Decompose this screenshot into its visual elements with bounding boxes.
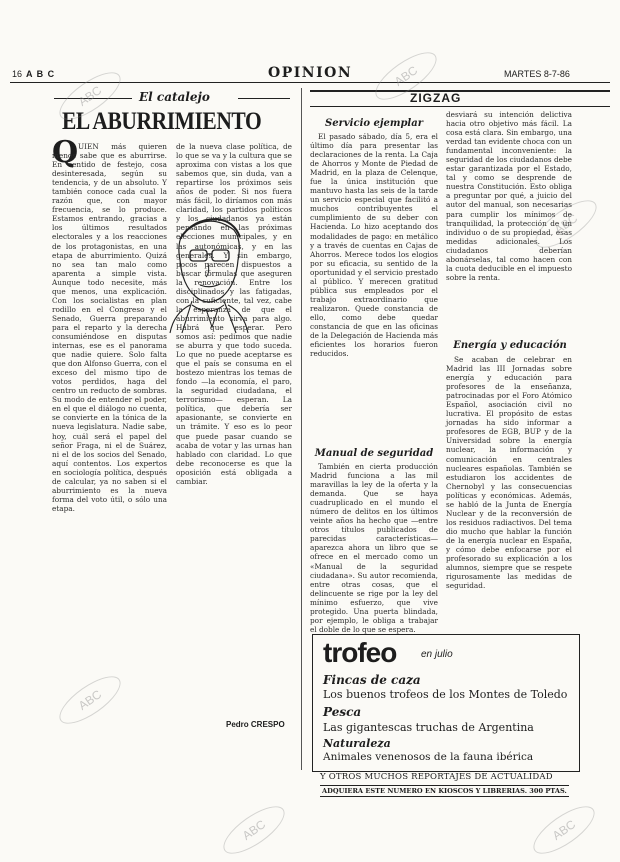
publication-name: A B C [26, 69, 56, 79]
author-signature: Pedro CRESPO [226, 720, 285, 729]
article-body-1: UIEN más quieren menos sabe que es aburrirse. En sentido de festejo, cosa desinteresada, según su tendencia, y de un absoluto. Y también conoce cada cual la razón que, con mayor frecuencia, se lo produce. Estamos entrando, gracias a los últimos resultados electorales y a los reacciones de los protagonistas, en una etapa de aburrimiento. Quizá no sea tan malo como aparenta a simple vista. Aunque todo necesite, más que menos, una explicación. Con los socialistas en plan rodillo en el Congreso y el Senado, Guerra preparando para el reparto y la derecha consumiéndose en disputas internas, ese es el panorama que nadie quiere. Solo falta que don Alfonso Guerra, con el exceso del mismo tipo de votos perdidos, haga del centro un reducto de sombras. Su modo de entender el poder, en el que el diálogo no cuenta, se convierte en la tónica de la nueva legislatura. Nadie sabe, hoy, cuál será el papel del señor Fraga, ni el de Suárez, ni el de los socios del Senado, aquí contentos. Los expertos en sociología política, después de calcular, ya no saben si el aburrimiento es la nueva forma del voto útil, o sólo una etapa. [52, 142, 167, 513]
article-body-2: de la nueva clase política, de lo que se va y la cultura que se aproxima con vistas a los que sabemos que, sin duda, van a repartirse los próximos seis años de poder. Si nos fuera más fácil, lo diríamos con más claridad, los partidos políticos y los ciudadanos ya están pensando en las próximas elecciones municipales, y en las autonómicas, y en las generales. Y sin embargo, pocos parecen dispuestos a buscar fórmulas que aseguren la renovación. Entre los disciplinados y las fatigadas, con la suficiente, tal vez, cabe la esperanza de que el aburrimiento sirva para algo. Habrá que esperar. Pero somos así: pedimos que nadie se aburra y que todo suceda. Lo que no puede aceptarse es que el país se consuma en el bostezo mientras los temas de fondo —la economía, el paro, la seguridad ciudadana, el terrorismo— esperan. La política, que debería ser apasionante, se convierte en un trámite. Y eso es lo peor que puede pasar cuando se acaba de votar y las urnas han hablado con claridad. Lo que debe reconocerse es que la oposición está obligada a cambiar. [176, 142, 292, 486]
ad-text-fincas: Los buenos trofeos de los Montes de Toledo [323, 688, 568, 701]
article-energia: Se acaban de celebrar en Madrid las III Jornadas sobre energía y educación para profesores de la enseñanza, patrocinadas por el Foro Atómico Español, asociación civil no lucrativa. El propósito de estas jornadas ha sido informar a profesores de EGB, BUP y de la Universidad sobre la energía nuclear, la información y comunicación en centrales nucleares españolas. También se estudiaron los accidentes de Chernobyl y las consecuencias políticas y económicas. Además, se habló de la Junta de Energía Nuclear y de la reconversión de los residuos radiactivos. Del tema dio mucho que hablar la función de la energía nuclear en España, y cómo debe enfocarse por el profesorado su explicación a los alumnos, siempre que se respete rigurosamente las medidas de seguridad. [446, 355, 572, 591]
zigzag-col1-bottom [310, 462, 438, 634]
watermark-stamp: ABC [52, 64, 127, 128]
zigzag-rule-bottom [310, 106, 610, 107]
ad-call-to-action: ADQUIERA ESTE NUMERO EN KIOSCOS Y LIBRERIAS. 300 PTAS. [322, 787, 567, 795]
article-column-2 [176, 142, 292, 718]
issue-date: MARTES 8-7-86 [504, 69, 570, 79]
column-kicker: El catalejo [135, 90, 214, 104]
ad-text-naturaleza: Animales venenosos de la fauna ibérica [323, 751, 534, 763]
watermark-stamp: ABC [528, 192, 603, 256]
article-column-1 [52, 142, 167, 762]
drop-cap: Q [52, 135, 79, 170]
ad-section-naturaleza: Naturaleza [323, 737, 391, 750]
article-title: EL ABURRIMIENTO [62, 108, 262, 135]
column-divider [301, 88, 302, 770]
article-manual-continued: desviará su intención delictiva hacia otro objetivo más fácil. La cosa está clara. Sin embargo, una verdad tan evidente choca con un fundamental inconveniente: la seguridad de los ciudadanos debe estar garantizada por el Estado, tal y como se desprende de nuestra Constitución. Esto obliga a preguntar por qué, a juicio del autor del manual, son necesarias para cumplir los mínimos de tranquilidad, la protección de un individuo o de su propiedad, esas medidas adicionales. Los ciudadanos deberían abonárselas, tal como hacen con la cuota deducible en el impuesto sobre la renta. [446, 110, 572, 282]
zigzag-col1-top [310, 132, 438, 438]
kicker-rule-right [238, 98, 290, 99]
heading-manual: Manual de seguridad [314, 448, 434, 459]
zigzag-title: ZIGZAG [410, 91, 462, 105]
ad-section-pesca: Pesca [323, 705, 362, 719]
section-title: OPINION [268, 65, 353, 81]
watermark-stamp: ABC [216, 798, 291, 862]
article-servicio: El pasado sábado, día 5, era el último día para presentar las declaraciones de la renta. La Caja de Ahorros y Monte de Piedad de Madrid, en la plaza de Celenque, fue la única institución que mantuvo hasta las seis de la tarde un servicio especial que facilitó a muchos contribuyentes el cumplimiento de su deber con Hacienda. Lo hizo aceptando dos modalidades de pago: en metálico y a través de cuentas en Cajas de Ahorros. Merece todos los elogios por su eficacia, su sentido de la oportunidad y el servicio prestado al público. Y merecen gratitud pública sus empleados por el trabajo extraordinario que realizaron. Quede constancia de ello, como debe quedar constancia de que en las oficinas de la Delegación de Hacienda más eficientes los horarios fueron reducidos. [310, 132, 438, 359]
watermark-stamp: ABC [526, 798, 601, 862]
ad-more-reportajes: Y OTROS MUCHOS REPORTAJES DE ACTUALIDAD [320, 772, 553, 782]
ad-brand: trofeo [323, 637, 397, 668]
zigzag-col2-bottom [446, 355, 572, 617]
article-manual: También en cierta producción Madrid funciona a las mil maravillas la ley de la oferta y la demanda. Que se haya cuadruplicado en el mundo el número de delitos en los últimos veinte años ha hecho que —entre otros títulos publicados de parecidas características— aparezca ahora un libro que se ofrece en el mercado como un «Manual de la seguridad ciudadana». Su autor recomienda, entre otras cosas, que el delincuente se rige por la ley del mínimo esfuerzo, que vive protegido. Una puerta blindada, por ejemplo, le obliga a trabajar el doble de lo que se espera. [310, 462, 438, 634]
heading-servicio: Servicio ejemplar [325, 118, 423, 129]
ad-section-fincas: Fincas de caza [323, 673, 421, 687]
ad-issue: en julio [421, 649, 453, 660]
heading-energia: Energía y educación [453, 340, 567, 351]
page-number: 16 [12, 69, 23, 79]
trofeo-advertisement [312, 634, 580, 772]
watermark-stamp: ABC [52, 668, 127, 732]
watermark-stamp: ABC [368, 44, 443, 108]
ad-text-pesca: Las gigantescas truchas de Argentina [323, 721, 534, 734]
